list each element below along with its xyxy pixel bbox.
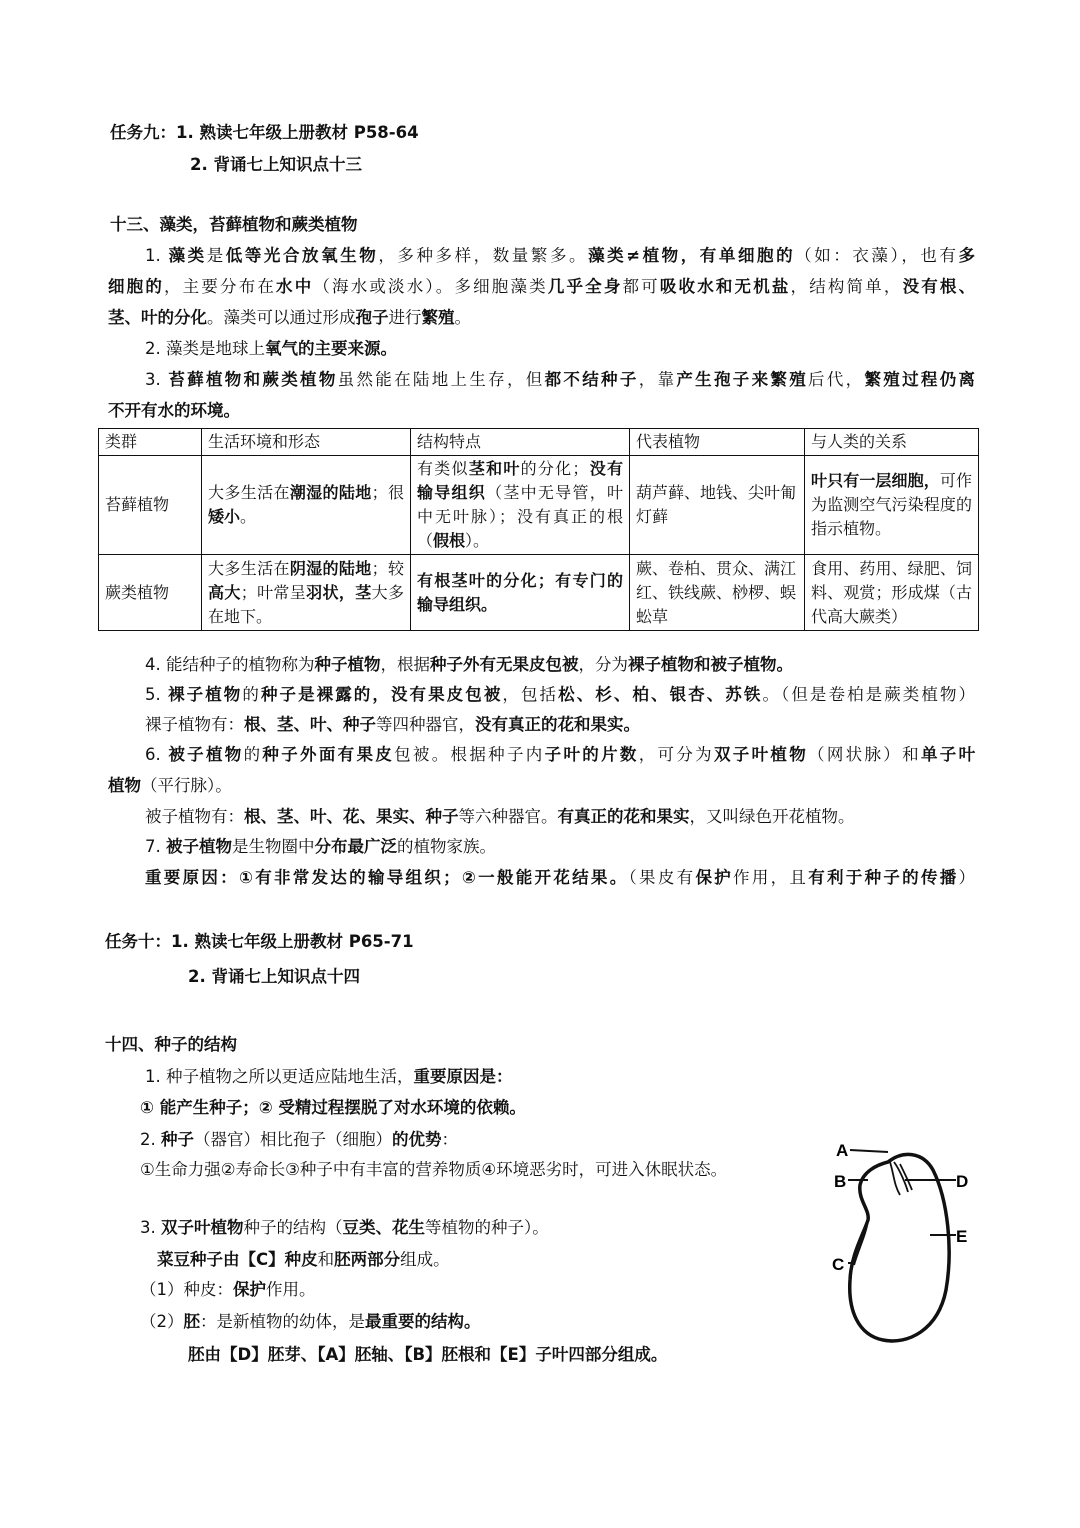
p13-3a <box>145 369 975 391</box>
text-segment: 大多在地下。 <box>208 582 404 626</box>
p14-2 <box>140 1129 458 1151</box>
column-header: 代表植物 <box>630 429 805 456</box>
text-segment: 6. <box>145 745 169 764</box>
text-segment: 作用，且 <box>733 868 809 887</box>
text-segment: ： <box>441 1130 458 1149</box>
task9-line2 <box>190 154 362 176</box>
text-segment: 进行 <box>388 308 422 327</box>
p13-2 <box>145 338 397 360</box>
p14-3-1 <box>140 1279 316 1301</box>
bold-text: 繁殖 <box>421 308 455 327</box>
bold-text: 都不结种子 <box>544 370 639 389</box>
bold-text: 松、杉、柏、银杏、苏铁 <box>558 685 763 704</box>
text-segment: （网状脉）和 <box>808 745 921 764</box>
text-segment: 被子植物有： <box>145 807 244 826</box>
task9-line1 <box>110 122 419 144</box>
bold-text: 被子植物 <box>166 837 232 856</box>
label-d: D <box>956 1172 969 1191</box>
table-cell <box>805 555 979 631</box>
table-cell <box>411 456 630 555</box>
p14-3-embryo <box>188 1344 667 1366</box>
text-segment: 2. 藻类是地球上 <box>145 339 265 358</box>
bold-text: 产生孢子来繁殖 <box>676 370 809 389</box>
text-segment: ）。 <box>465 531 490 550</box>
table-header-row <box>99 429 979 456</box>
text-segment: ，又叫绿色开花植物。 <box>689 807 855 826</box>
text-segment: 。 <box>240 507 257 526</box>
bold-text: 藻类 <box>168 246 207 265</box>
text-segment: 组成。 <box>400 1250 450 1269</box>
text-segment: （2） <box>140 1312 184 1331</box>
bold-text: 双子叶植物 <box>713 745 809 764</box>
p13-1c <box>108 307 471 329</box>
bold-text: 重要原因：①有非常发达的输导组织；②一般能开花结果。 <box>145 868 629 887</box>
text-segment: 苔藓植物 <box>105 495 170 514</box>
bold-text: 细胞的 <box>108 277 165 296</box>
text-segment: ，分为 <box>578 655 628 674</box>
bold-text: 根、茎、叶、花、果实、种子 <box>244 807 459 826</box>
p13-3b <box>108 400 240 422</box>
bold-text: 胚 <box>183 1312 200 1331</box>
bold-text: 没有根、 <box>902 277 976 296</box>
bold-text: 裸子植物 <box>168 685 243 704</box>
text-segment: ，可分为 <box>638 745 714 764</box>
bold-text: 根、茎、叶、种子 <box>244 715 376 734</box>
section13-title <box>110 214 358 236</box>
bold-text: 潮湿的陆地 <box>289 483 372 502</box>
table-cell <box>630 555 805 631</box>
bold-text: 假根 <box>433 531 466 550</box>
text-segment: ；叶常呈 <box>240 582 307 602</box>
bold-text: 被子植物 <box>168 745 244 764</box>
text-segment: 4. 能结种子的植物称为 <box>145 655 315 674</box>
column-header: 生活环境和形态 <box>202 429 411 456</box>
bold-text: 双子叶植物 <box>161 1218 244 1237</box>
text-segment: 是 <box>206 246 226 265</box>
bold-text: 吸收水和无机盐 <box>659 277 791 296</box>
text-segment: 裸子植物有： <box>145 715 244 734</box>
text-segment: 的植物家族。 <box>397 837 496 856</box>
bold-text: 裸子植物和被子植物。 <box>628 655 793 674</box>
text-segment: 3. <box>145 370 169 389</box>
text-segment: 等六种器官。 <box>458 807 558 826</box>
text-segment: ，主要分布在 <box>164 277 277 296</box>
p13-6c <box>145 806 855 828</box>
text-segment: 可作为监测空气污染程度的指示植物。 <box>811 471 972 538</box>
bold-text: 种子外有无果皮包被 <box>430 655 579 674</box>
p13-6a <box>145 744 975 766</box>
bold-text: 没有输导组织 <box>417 459 623 502</box>
bold-text: 多 <box>958 246 976 265</box>
text-segment: 蕨、卷柏、贯众、满江红、铁线蕨、桫椤、蜈蚣草 <box>636 558 797 626</box>
text-segment: （器官）相比孢子（细胞） <box>194 1130 392 1149</box>
table-cell <box>202 555 411 631</box>
table-cell <box>630 456 805 555</box>
text-segment: ，多种多样，数量繁多。 <box>378 246 589 265</box>
bold-text: 水中 <box>276 277 314 296</box>
p13-4 <box>145 654 793 676</box>
text-segment: 7. <box>145 837 166 856</box>
text-segment: 的 <box>242 685 261 704</box>
column-header: 结构特点 <box>411 429 630 456</box>
bold-text: 茎和叶 <box>468 459 521 478</box>
text-segment: 作用。 <box>266 1280 316 1299</box>
text-segment: （1）种皮： <box>140 1280 233 1299</box>
bold-text: 没有真正的花和果实。 <box>475 715 640 734</box>
text-segment: （茎中无导管，叶中无叶脉）；没有真正的根（ <box>417 483 623 550</box>
p13-7-reason <box>145 867 975 889</box>
text-segment: 。（但是卷柏是蕨类植物） <box>762 685 976 704</box>
text-segment: 虽然能在陆地上生存，但 <box>337 370 545 389</box>
text-segment: 都可 <box>622 277 660 296</box>
bold-text: 胚两部分 <box>334 1250 401 1269</box>
table-cell <box>805 456 979 555</box>
text-segment: 5. <box>145 685 169 704</box>
text-segment: 有类似 <box>417 459 469 478</box>
bold-text: 2. 背诵七上知识点十三 <box>190 155 362 174</box>
bold-text: 阴湿的陆地 <box>289 558 372 578</box>
bold-text: 保护 <box>233 1280 266 1299</box>
bold-text: 繁殖过程仍离 <box>864 370 976 389</box>
text-segment: 等四种器官， <box>376 715 475 734</box>
text-segment: 大多生活在 <box>208 483 290 502</box>
p13-6b <box>108 775 232 797</box>
p13-1a <box>145 245 975 267</box>
table-cell <box>202 456 411 555</box>
p14-1-reasons <box>140 1097 526 1119</box>
column-header: 类群 <box>99 429 202 456</box>
text-segment: ） <box>958 868 976 887</box>
bold-text: 菜豆种子由【C】种皮 <box>157 1250 318 1269</box>
text-segment: 食用、药用、绿肥、饲料、观赏；形成煤（古代高大蕨类） <box>811 558 972 626</box>
bold-text: 苔藓植物和蕨类植物 <box>168 370 338 389</box>
text-segment: 1. <box>145 246 169 265</box>
label-c: C <box>832 1255 845 1274</box>
bold-text: 不开有水的环境。 <box>108 401 240 420</box>
text-segment: 的分化； <box>520 459 589 478</box>
task10-line1 <box>105 931 414 953</box>
bold-text: 种子植物 <box>314 655 381 674</box>
text-segment: ；很 <box>371 483 404 502</box>
text-segment: ：是新植物的幼体，是 <box>200 1312 365 1331</box>
bold-text: 有真正的花和果实 <box>557 807 690 826</box>
text-segment: 后代， <box>808 370 865 389</box>
bold-text: 茎、叶的分化 <box>108 308 207 327</box>
text-segment: 的 <box>243 745 263 764</box>
bold-text: 矮小 <box>208 507 241 526</box>
bold-text: 最重要的结构。 <box>365 1312 481 1331</box>
bold-text: 子叶的片数 <box>544 745 639 764</box>
section14-title <box>105 1034 237 1056</box>
text-segment: ①生命力强②寿命长③种子中有丰富的营养物质④环境恶劣时，可进入休眠状态。 <box>140 1160 728 1179</box>
bold-text: 有根茎叶的分化；有专门的输导组织。 <box>417 570 623 614</box>
text-segment: ，靠 <box>638 370 677 389</box>
bold-text: 分布最广泛 <box>314 837 397 856</box>
text-segment: （海水或淡水）。多细胞藻类 <box>313 277 548 296</box>
bold-text: 有利于种子的传播 <box>808 868 959 887</box>
bold-text: 2. 背诵七上知识点十四 <box>188 967 360 986</box>
bold-text: 种子外面有果皮 <box>262 745 395 764</box>
p13-5a <box>145 684 975 706</box>
text-segment: 大多生活在 <box>208 558 290 578</box>
text-segment: 。藻类可以通过形成 <box>207 308 356 327</box>
text-segment: 。 <box>454 308 471 327</box>
table-cell <box>411 555 630 631</box>
bold-text: ① 能产生种子；② 受精过程摆脱了对水环境的依赖。 <box>140 1098 526 1117</box>
p13-7 <box>145 836 496 858</box>
table-cell <box>99 456 202 555</box>
p14-2-list <box>140 1159 727 1181</box>
label-b: B <box>834 1172 847 1191</box>
text-segment: ；较 <box>371 558 404 578</box>
text-segment: ，包括 <box>502 685 559 704</box>
bold-text: 任务十：1. 熟读七年级上册教材 P65-71 <box>105 932 414 951</box>
bold-text: 种子 <box>161 1130 194 1149</box>
bold-text: 植物 <box>108 776 141 795</box>
column-header: 与人类的关系 <box>805 429 979 456</box>
bold-text: 单子叶 <box>920 745 976 764</box>
bold-text: 十四、种子的结构 <box>105 1035 237 1054</box>
text-segment: 2. <box>140 1130 161 1149</box>
text-segment: ，结构简单， <box>790 277 903 296</box>
text-segment: 是生物圈中 <box>232 837 315 856</box>
text-segment: 等植物的种子）。 <box>425 1218 549 1237</box>
label-e: E <box>956 1227 968 1246</box>
p14-1 <box>145 1066 513 1088</box>
bold-text: 几乎全身 <box>547 277 623 296</box>
text-segment: ，根据 <box>380 655 430 674</box>
text-segment: 蕨类植物 <box>105 582 170 602</box>
table-row <box>99 555 979 631</box>
bold-text: 保护 <box>695 868 734 887</box>
table-cell <box>99 555 202 631</box>
bold-text: 藻类≠植物，有单细胞的 <box>588 246 796 265</box>
bean-seed-diagram <box>828 1140 978 1350</box>
text-segment: 葫芦藓、地钱、尖叶匍灯藓 <box>636 483 797 526</box>
text-segment: 种子的结构（ <box>243 1218 343 1237</box>
bold-text: 十三、藻类，苔藓植物和蕨类植物 <box>110 215 358 234</box>
text-segment: （平行脉）。 <box>141 776 232 795</box>
bold-text: 叶只有一层细胞， <box>811 471 940 490</box>
label-a: A <box>836 1141 849 1160</box>
bold-text: 种子是裸露的，没有果皮包被 <box>260 685 503 704</box>
bold-text: 羽状，茎 <box>306 582 372 602</box>
table-row <box>99 456 979 555</box>
text-segment: （果皮有 <box>628 868 696 887</box>
bold-text: 低等光合放氧生物 <box>225 246 379 265</box>
text-segment: 包被。根据种子内 <box>394 745 545 764</box>
bold-text: 的优势 <box>392 1130 442 1149</box>
p14-3-bean <box>157 1249 450 1271</box>
bold-text: 豆类、花生 <box>342 1218 425 1237</box>
p14-3 <box>140 1217 549 1239</box>
text-segment: 3. <box>140 1218 161 1237</box>
bold-text: 孢子 <box>355 308 389 327</box>
bold-text: 胚由【D】胚芽、【A】胚轴、【B】胚根和【E】子叶四部分组成。 <box>188 1345 668 1364</box>
text-segment: 和 <box>317 1250 335 1269</box>
p13-5b <box>145 714 640 736</box>
bold-text: 高大 <box>208 582 241 602</box>
bold-text: 重要原因是： <box>413 1067 513 1086</box>
p13-1b <box>108 276 975 298</box>
plant-comparison-table <box>98 428 979 631</box>
task10-line2 <box>188 966 360 988</box>
bold-text: 任务九：1. 熟读七年级上册教材 P58-64 <box>110 123 419 142</box>
p14-3-2 <box>140 1311 481 1333</box>
text-segment: （如：衣藻），也有 <box>795 246 959 265</box>
text-segment: 1. 种子植物之所以更适应陆地生活， <box>145 1067 414 1086</box>
bold-text: 氧气的主要来源。 <box>265 339 397 358</box>
